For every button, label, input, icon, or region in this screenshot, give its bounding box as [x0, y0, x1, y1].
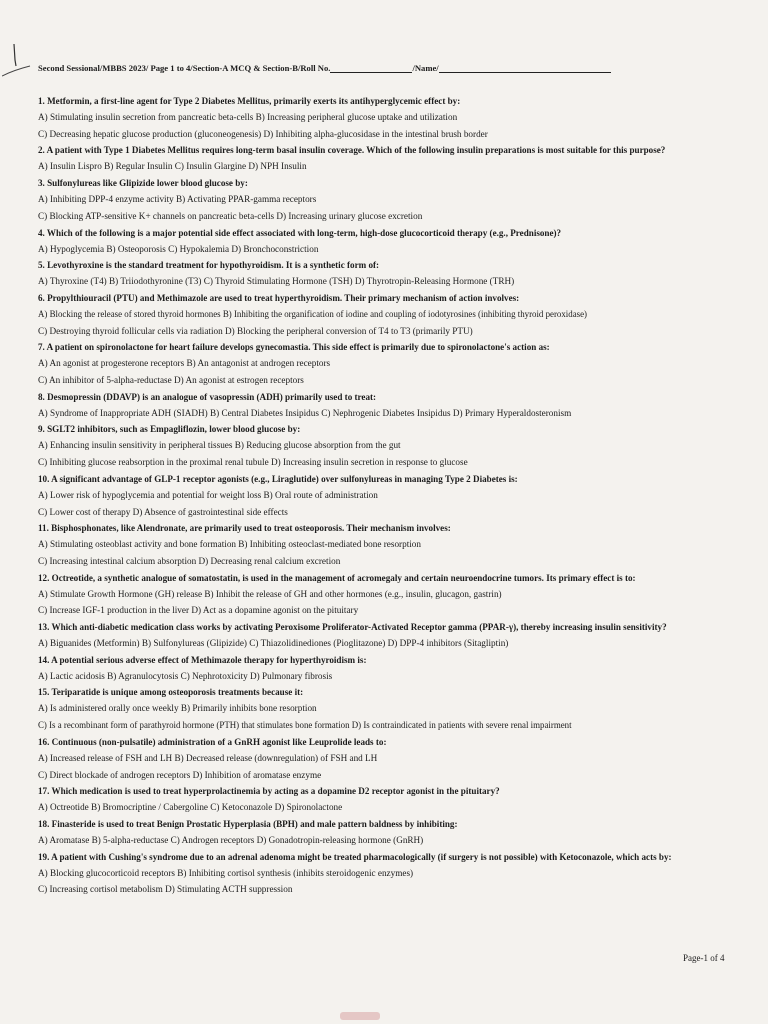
question-stem: 7. A patient on spironolactone for heart failure develops gynecomastia. This side effect is primarily due to spironolactone's action as:: [38, 342, 550, 353]
question-stem: 18. Finasteride is used to treat Benign Prostatic Hyperplasia (BPH) and male pattern baldness by inhibiting:: [38, 818, 458, 829]
question-stem: 8. Desmopressin (DDAVP) is an analogue of vasopressin (ADH) primarily used to treat:: [38, 391, 377, 402]
question-options: A) Blocking the release of stored thyroid hormones B) Inhibiting the organification of iodine and coupling of iodotyrosines (inhibiting thyroid peroxidase): [38, 308, 587, 319]
question-stem: 19. A patient with Cushing's syndrome due to an adrenal adenoma might be treated pharmacologically (if surgery is not possible) with Ketoconazole, which acts by:: [38, 851, 672, 862]
question-16: [38, 734, 768, 783]
question-options: A) Syndrome of Inappropriate ADH (SIADH) B) Central Diabetes Insipidus C) Nephrogenic Diabetes Insipidus D) Primary Hyperaldosteronism: [38, 407, 572, 418]
question-18: [38, 816, 768, 849]
question-options: A) Aromatase B) 5-alpha-reductase C) Androgen receptors D) Gonadotropin-releasing hormone (GnRH): [38, 834, 424, 845]
question-9: [38, 421, 768, 470]
question-1: [38, 93, 768, 142]
question-options: A) Thyroxine (T4) B) Triiodothyronine (T3) C) Thyroid Stimulating Hormone (TSH) D) Thyrotropin-Releasing Hormone (TRH): [38, 276, 515, 287]
question-options: A) Stimulate Growth Hormone (GH) release B) Inhibit the release of GH and other hormones (e.g., insulin, glucagon, gastrin): [38, 588, 502, 599]
question-stem: 2. A patient with Type 1 Diabetes Mellitus requires long-term basal insulin coverage. Which of the following insulin preparations is most suitable for this purpose?: [38, 145, 666, 156]
roll-no-blank[interactable]: [330, 62, 412, 73]
question-4: [38, 225, 768, 258]
question-options: A) Lactic acidosis B) Agranulocytosis C) Nephrotoxicity D) Pulmonary fibrosis: [38, 670, 333, 681]
question-stem: 5. Levothyroxine is the standard treatment for hypothyroidism. It is a synthetic form of:: [38, 260, 380, 271]
question-options: C) Blocking ATP-sensitive K+ channels on pancreatic beta-cells D) Increasing urinary glucose excretion: [38, 210, 423, 221]
question-options: A) Stimulating insulin secretion from pancreatic beta-cells B) Increasing peripheral glucose uptake and utilization: [38, 112, 458, 122]
question-options: C) Destroying thyroid follicular cells via radiation D) Blocking the peripheral conversion of T4 to T3 (primarily PTU): [38, 325, 473, 336]
exam-header: [38, 62, 738, 73]
question-stem: 17. Which medication is used to treat hyperprolactinemia by acting as a dopamine D2 receptor agonist in the pituitary?: [38, 786, 500, 797]
question-stem: 1. Metformin, a first-line agent for Type 2 Diabetes Mellitus, primarily exerts its antihyperglycemic effect by:: [38, 96, 461, 106]
question-options: C) Decreasing hepatic glucose production (gluconeogenesis) D) Inhibiting alpha-glucosidase in the intestinal brush border: [38, 128, 488, 139]
question-options: C) Lower cost of therapy D) Absence of gastrointestinal side effects: [38, 506, 288, 517]
question-options: C) Increase IGF-1 production in the liver D) Act as a dopamine agonist on the pituitary: [38, 605, 359, 616]
page-number: Page-1 of 4: [683, 953, 725, 963]
ink-smudge: [340, 1012, 380, 1020]
question-options: C) Increasing intestinal calcium absorption D) Decreasing renal calcium excretion: [38, 555, 341, 566]
question-options: A) Inhibiting DPP-4 enzyme activity B) Activating PPAR-gamma receptors: [38, 194, 317, 205]
question-stem: 16. Continuous (non-pulsatile) administration of a GnRH agonist like Leuprolide leads to:: [38, 736, 387, 747]
question-stem: 4. Which of the following is a major potential side effect associated with long-term, high-dose glucocorticoid therapy (e.g., Prednisone)?: [38, 227, 562, 238]
question-stem: 9. SGLT2 inhibitors, such as Empagliflozin, lower blood glucose by:: [38, 424, 301, 435]
pen-stroke-mark: [2, 42, 32, 82]
question-stem: 11. Bisphosphonates, like Alendronate, are primarily used to treat osteoporosis. Their mechanism involves:: [38, 523, 451, 534]
question-14: [38, 652, 768, 685]
question-12: [38, 570, 768, 619]
question-options: C) An inhibitor of 5-alpha-reductase D) An agonist at estrogen receptors: [38, 375, 304, 386]
question-options: A) Octreotide B) Bromocriptine / Cabergoline C) Ketoconazole D) Spironolactone: [38, 802, 343, 813]
question-7: [38, 339, 768, 388]
question-19: [38, 849, 768, 898]
question-options: C) Is a recombinant form of parathyroid hormone (PTH) that stimulates bone formation D) Is contraindicated in patients with severe renal impairment: [38, 720, 572, 731]
question-11: [38, 520, 768, 569]
question-5: [38, 257, 768, 290]
question-2: [38, 142, 768, 175]
question-options: A) Blocking glucocorticoid receptors B) Inhibiting cortisol synthesis (inhibits steroidogenic enzymes): [38, 867, 414, 878]
question-stem: 13. Which anti-diabetic medication class works by activating Peroxisome Proliferator-Activated Receptor gamma (PPAR-γ), thereby increasing insulin sensitivity?: [38, 622, 667, 633]
question-8: [38, 389, 768, 422]
question-17: [38, 783, 768, 816]
question-options: A) Hypoglycemia B) Osteoporosis C) Hypokalemia D) Bronchoconstriction: [38, 243, 319, 254]
question-15: [38, 684, 768, 733]
question-stem: 15. Teriparatide is unique among osteoporosis treatments because it:: [38, 687, 304, 698]
question-options: A) Is administered orally once weekly B) Primarily inhibits bone resorption: [38, 703, 317, 714]
question-stem: 14. A potential serious adverse effect of Methimazole therapy for hyperthyroidism is:: [38, 654, 367, 665]
question-13: [38, 619, 768, 652]
question-options: C) Increasing cortisol metabolism D) Stimulating ACTH suppression: [38, 884, 293, 895]
question-options: A) An agonist at progesterone receptors B) An antagonist at androgen receptors: [38, 358, 331, 369]
question-stem: 10. A significant advantage of GLP-1 receptor agonists (e.g., Liraglutide) over sulfonylureas in managing Type 2 Diabetes is:: [38, 473, 518, 484]
name-label: /Name/: [412, 63, 439, 73]
question-options: A) Increased release of FSH and LH B) Decreased release (downregulation) of FSH and LH: [38, 752, 378, 763]
header-title: Second Sessional/MBBS 2023/ Page 1 to 4/Section-A MCQ & Section-B/Roll No.: [38, 63, 331, 73]
question-options: A) Enhancing insulin sensitivity in peripheral tissues B) Reducing glucose absorption from the gut: [38, 440, 401, 451]
question-options: A) Insulin Lispro B) Regular Insulin C) Insulin Glargine D) NPH Insulin: [38, 161, 307, 172]
question-options: A) Stimulating osteoblast activity and bone formation B) Inhibiting osteoclast-mediated bone resorption: [38, 539, 421, 550]
question-options: A) Lower risk of hypoglycemia and potential for weight loss B) Oral route of administration: [38, 489, 378, 500]
name-blank[interactable]: [439, 62, 611, 73]
question-stem: 12. Octreotide, a synthetic analogue of somatostatin, is used in the management of acromegaly and certain neuroendocrine tumors. Its primary effect is to:: [38, 572, 636, 583]
question-stem: 6. Propylthiouracil (PTU) and Methimazole are used to treat hyperthyroidism. Their primary mechanism of action involves:: [38, 292, 520, 303]
question-stem: 3. Sulfonylureas like Glipizide lower blood glucose by:: [38, 178, 248, 189]
question-options: A) Biguanides (Metformin) B) Sulfonylureas (Glipizide) C) Thiazolidinediones (Pioglitazone) D) DPP-4 inhibitors (Sitagliptin): [38, 638, 509, 649]
question-options: C) Inhibiting glucose reabsorption in the proximal renal tubule D) Increasing insulin secretion in response to glucose: [38, 457, 468, 468]
question-3: [38, 175, 768, 224]
question-list: [38, 93, 768, 898]
question-options: C) Direct blockade of androgen receptors D) Inhibition of aromatase enzyme: [38, 769, 322, 780]
question-10: [38, 471, 768, 520]
question-6: [38, 290, 768, 339]
